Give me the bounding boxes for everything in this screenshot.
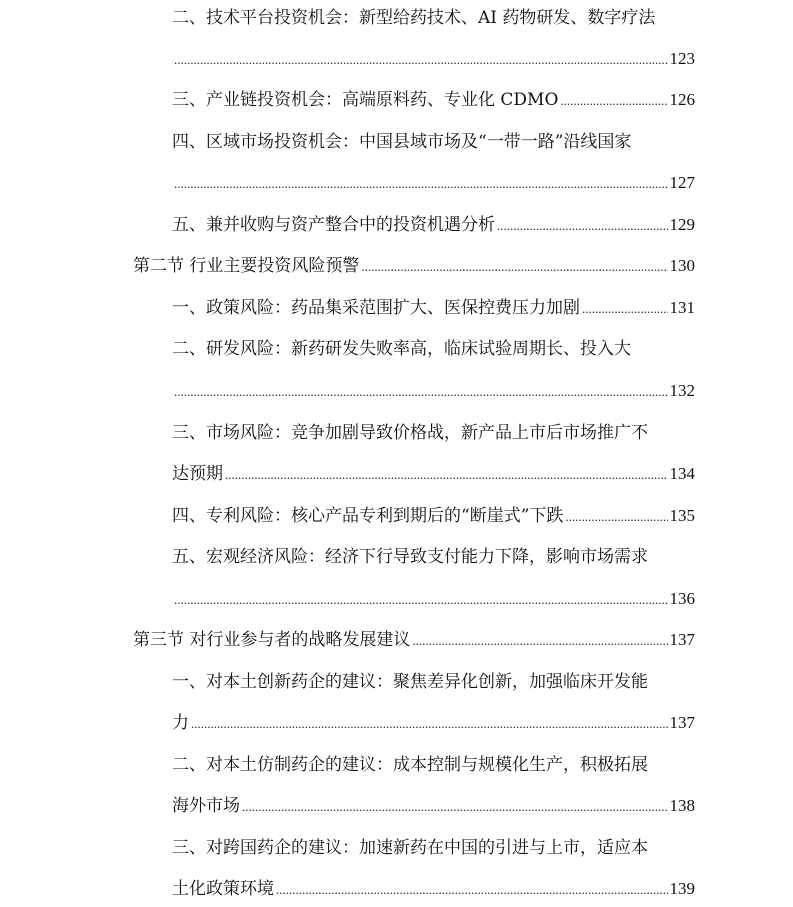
toc-line[interactable] [172,84,695,116]
toc-entry-title: 三、对跨国药企的建议：加速新药在中国的引进与上市，适应本 [172,838,648,858]
dot-leader [191,708,668,740]
toc-line[interactable] [172,583,695,615]
toc-line[interactable] [172,500,695,532]
toc-page-number: 131 [669,298,695,317]
toc-page-number: 139 [669,879,695,898]
toc-line[interactable] [172,2,695,34]
dot-leader [225,459,668,491]
toc-line[interactable] [172,167,695,199]
toc-entry-title-continued: 海外市场 [172,796,240,816]
toc-section-line[interactable] [133,250,695,282]
dot-leader [565,501,667,533]
toc-line[interactable] [172,333,695,365]
toc-line[interactable] [172,43,695,75]
dot-leader [412,625,667,657]
toc-line[interactable] [172,375,695,407]
toc-entry-title: 三、市场风险：竞争加剧导致价格战，新产品上市后市场推广不 [172,423,648,443]
toc-page-number: 137 [669,713,695,732]
toc-section-line[interactable] [133,624,695,656]
toc-entry-title: 三、产业链投资机会：高端原料药、专业化 CDMO [172,90,559,110]
toc-entry-title-continued: 达预期 [172,464,223,484]
dot-leader [497,210,668,242]
toc-entry-title: 一、对本土创新药企的建议：聚焦差异化创新，加强临床开发能 [172,672,648,692]
toc-entry-title: 五、宏观经济风险：经济下行导致支付能力下降，影响市场需求 [172,547,648,567]
toc-line[interactable] [172,458,695,490]
toc-page-number: 132 [669,381,695,400]
toc-page-number: 137 [669,630,695,649]
toc-section-title: 第三节 对行业参与者的战略发展建议 [133,630,411,650]
toc-line[interactable] [172,292,695,324]
toc-entry-title: 四、专利风险：核心产品专利到期后的“断崖式”下跌 [172,506,564,526]
dot-leader [174,44,668,76]
toc-entry-title: 二、技术平台投资机会：新型给药技术、AI 药物研发、数字疗法 [172,8,656,28]
toc-entry-title: 二、对本土仿制药企的建议：成本控制与规模化生产，积极拓展 [172,755,648,775]
dot-leader [174,584,668,616]
dot-leader [560,85,667,117]
toc-page-number: 134 [669,464,695,483]
toc-page-number: 129 [669,215,695,234]
toc-entry-title-continued: 土化政策环境 [172,879,274,899]
toc-line[interactable] [172,749,695,781]
dot-leader [361,251,667,283]
toc-page-number: 136 [669,589,695,608]
toc-entry-title: 四、区域市场投资机会：中国县域市场及“一带一路”沿线国家 [172,132,632,152]
dot-leader [174,376,668,408]
toc-line[interactable] [172,832,695,864]
dot-leader [582,293,668,325]
toc-page-number: 135 [669,506,695,525]
toc-entry-title: 二、研发风险：新药研发失败率高，临床试验周期长、投入大 [172,339,631,359]
toc-line[interactable] [172,417,695,449]
toc-entry-title: 一、政策风险：药品集采范围扩大、医保控费压力加剧 [172,298,580,318]
dot-leader [174,168,668,200]
toc-line[interactable] [172,790,695,822]
toc-entry-title-continued: 力 [172,713,189,733]
toc-entry-title: 五、兼并收购与资产整合中的投资机遇分析 [172,215,495,235]
toc-line[interactable] [172,873,695,905]
dot-leader [276,874,668,906]
toc-page-number: 130 [669,256,695,275]
toc-page-number: 126 [669,90,695,109]
toc-page-number: 123 [669,49,695,68]
dot-leader [242,791,668,823]
toc-line[interactable] [172,666,695,698]
toc-line[interactable] [172,541,695,573]
toc-page-number: 127 [669,173,695,192]
toc-page-number: 138 [669,796,695,815]
toc-line[interactable] [172,209,695,241]
toc-section-title: 第二节 行业主要投资风险预警 [133,256,360,276]
toc-line[interactable] [172,707,695,739]
toc-line[interactable] [172,126,695,158]
